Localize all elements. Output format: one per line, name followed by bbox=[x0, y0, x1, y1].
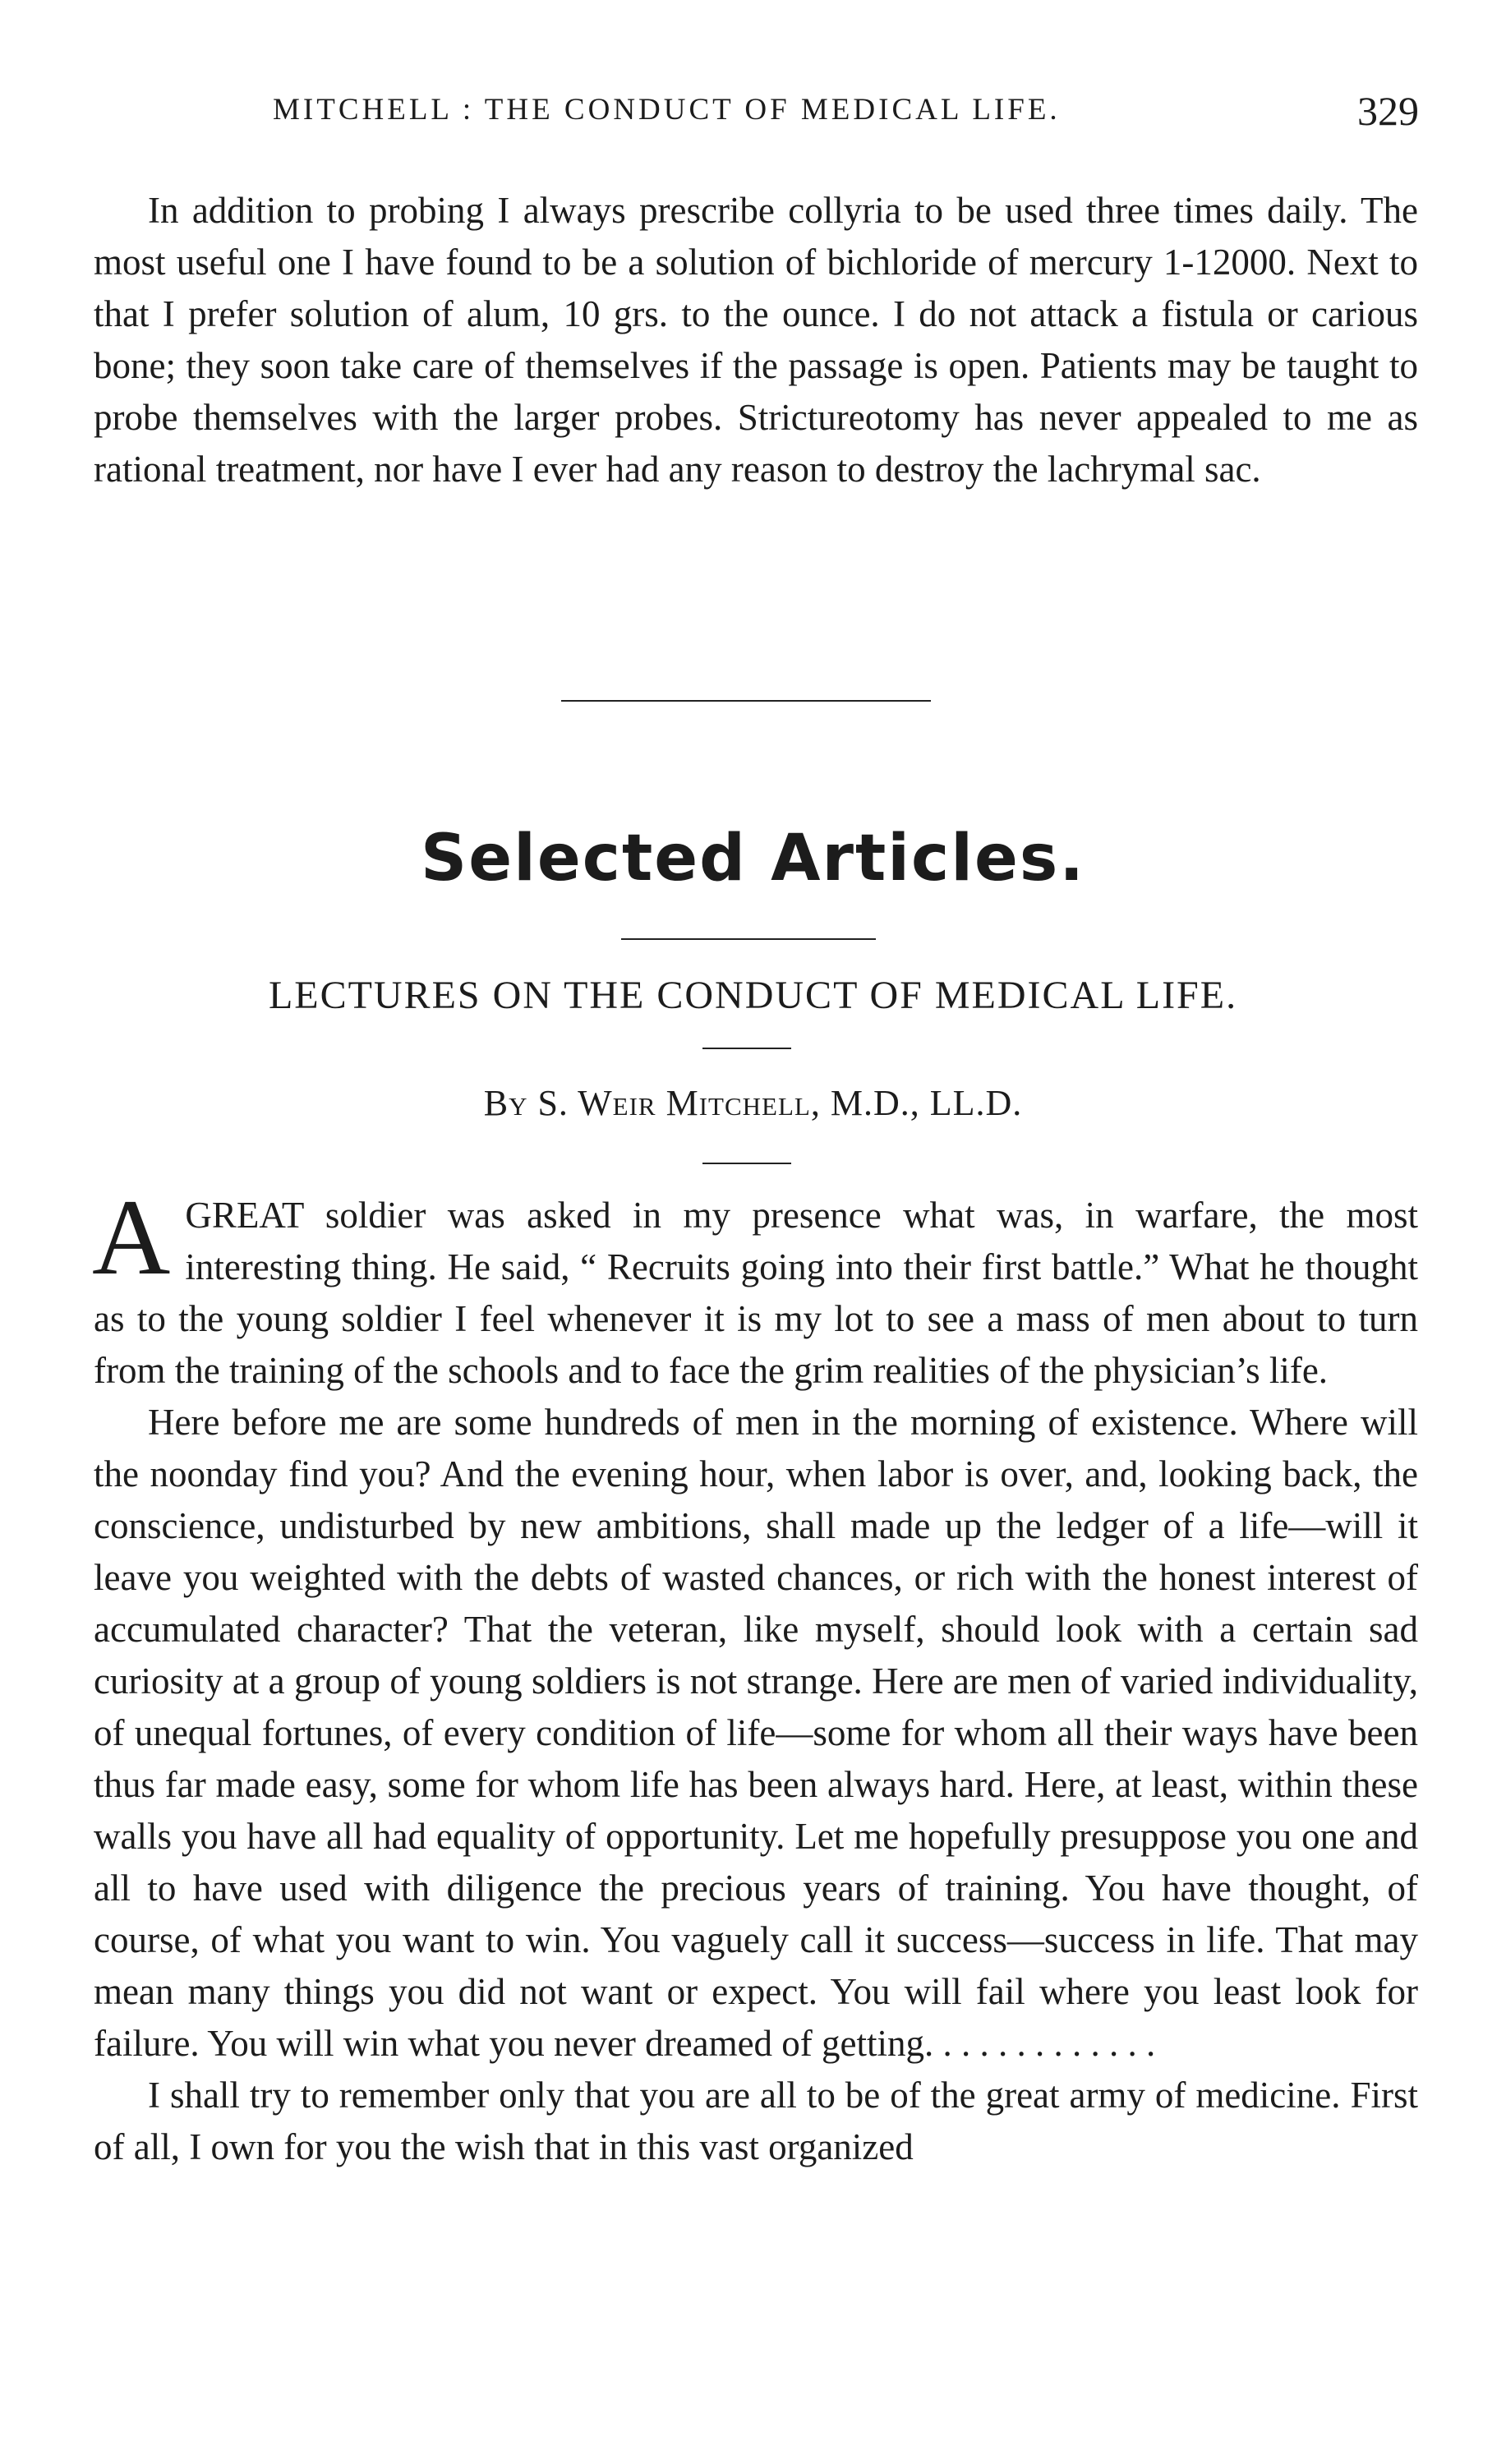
article-paragraph-1-text: GREAT soldier was asked in my presence what was, in warfare, the most interesting thing. He said, “ Recruits going into their first battle.” What he thought as to the young soldier I feel whenever it is my lot to see a mass of men about to turn from the training of the schools and to face the grim realities of the physician’s life. bbox=[94, 1195, 1418, 1391]
section-divider bbox=[561, 700, 931, 702]
previous-article-paragraph: In addition to probing I always prescribe collyria to be used three times daily. The most useful one I have found to be a solution of bichloride of mercury 1-12000. Next to that I prefer solution of alum, 10 grs. to the ounce. I do not attack a fistula or carious bone; they soon take care of themselves if the passage is open. Patients may be taught to probe themselves with the larger probes. Strictureotomy has never appealed to me as rational treatment, nor have I ever had any reason to destroy the lachrymal sac. bbox=[94, 190, 1418, 490]
article-paragraph-1 bbox=[92, 1177, 1418, 1397]
article-byline: By S. Weir Mitchell, M.D., LL.D. bbox=[483, 1083, 1023, 1123]
title-rule bbox=[702, 1048, 791, 1049]
article-title: LECTURES ON THE CONDUCT OF MEDICAL LIFE. bbox=[268, 974, 1238, 1017]
page-number: 329 bbox=[1357, 88, 1419, 134]
running-head bbox=[273, 88, 1419, 141]
article-paragraph-3: I shall try to remember only that you are all to be of the great army of medicine. First of all, I own for you the wish that in this vast organized bbox=[94, 2075, 1418, 2167]
heading-rule bbox=[621, 938, 876, 940]
byline-rule bbox=[702, 1163, 791, 1164]
running-title: MITCHELL : THE CONDUCT OF MEDICAL LIFE. bbox=[273, 93, 1061, 127]
section-heading: Selected Articles. bbox=[421, 822, 1085, 896]
drop-cap: A bbox=[92, 1177, 171, 1297]
previous-article-text bbox=[94, 185, 1418, 495]
article-paragraph-2: Here before me are some hundreds of men in the morning of existence. Where will the noonday find you? And the evening hour, when labor is over, and, looking back, the conscience, undisturbed by new ambitions, shall made up the ledger of a life—will it leave you weighted with the debts of wasted chances, or rich with the honest interest of accumulated character? That the veteran, like myself, should look with a certain sad curiosity at a group of young soldiers is not strange. Here are men of varied individuality, of unequal fortunes, of every condition of life—some for whom all their ways have been thus far made easy, some for whom life has been always hard. Here, at least, within these walls you have all had equality of opportunity. Let me hopefully presuppose you one and all to have used with diligence the precious years of training. You have thought, of course, of what you want to win. You vaguely call it success—success in life. That may mean many things you did not want or expect. You will fail where you least look for failure. You will win what you never dreamed of getting. . . . . . . . . . . . . bbox=[94, 1402, 1418, 2064]
article-body bbox=[92, 1177, 1418, 2173]
